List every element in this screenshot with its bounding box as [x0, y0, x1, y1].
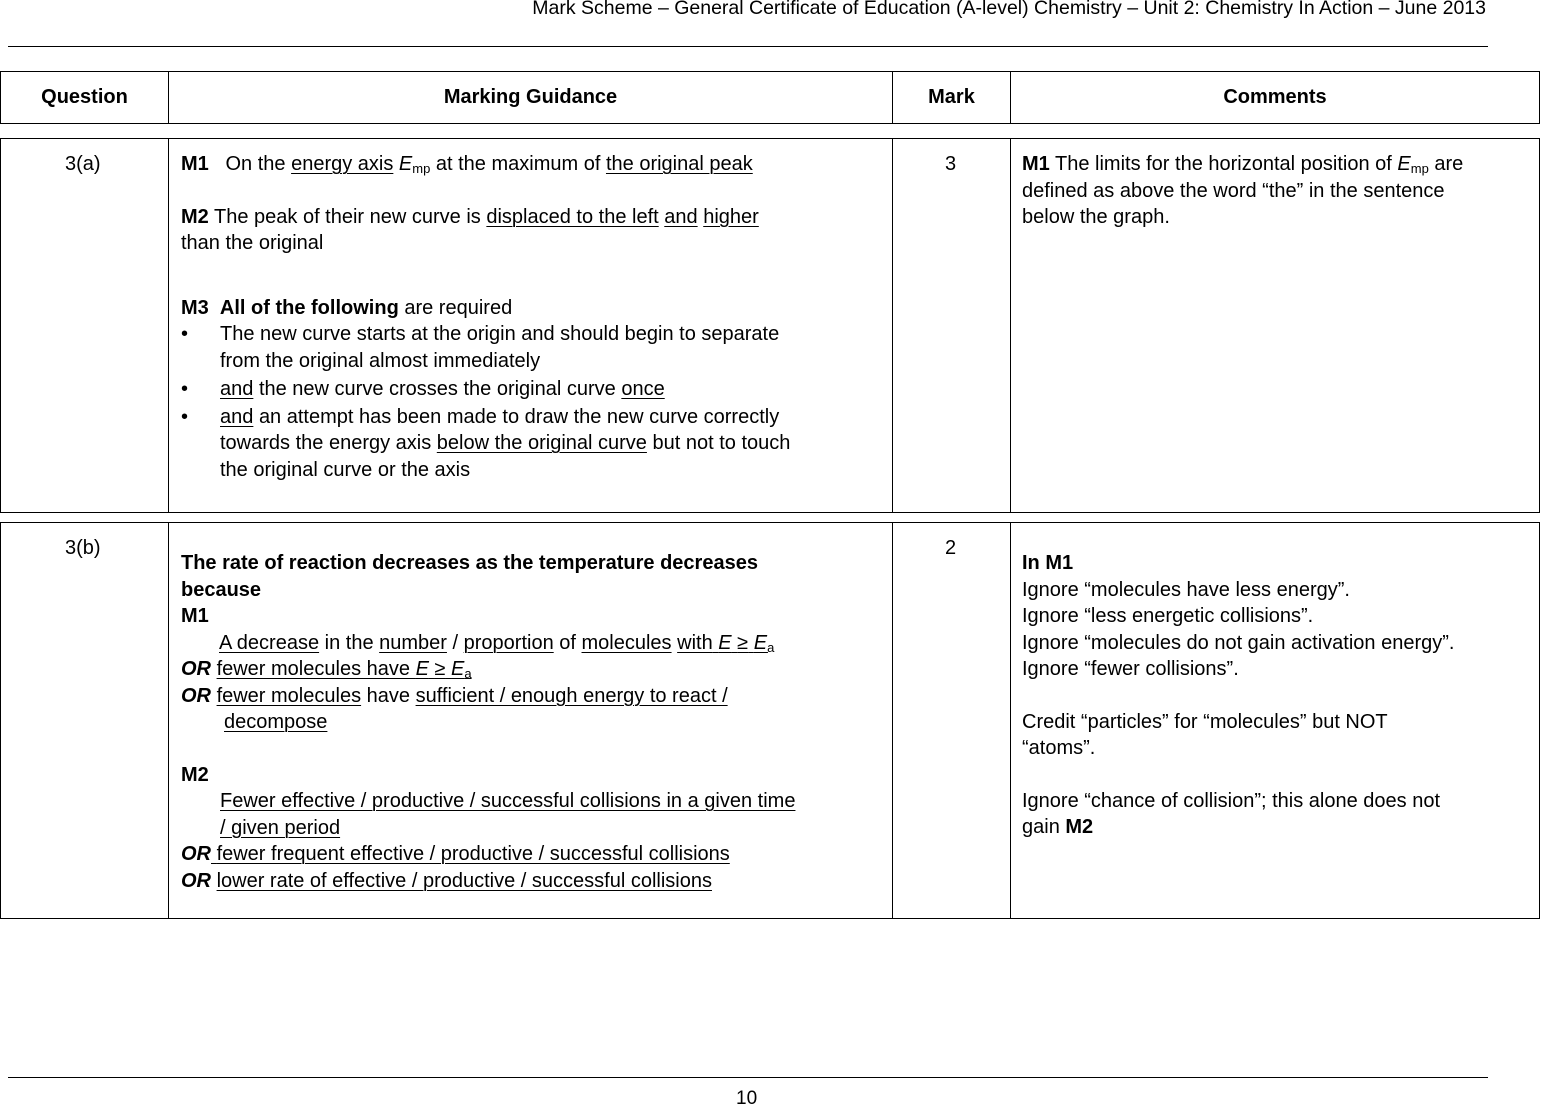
column-divider	[168, 139, 169, 512]
table-header-row	[0, 71, 1540, 124]
column-header-question: Question	[41, 86, 128, 108]
table-row-3a	[0, 138, 1540, 513]
bullet-item: • and the new curve crosses the original curve once	[181, 376, 886, 403]
header-rule	[8, 46, 1488, 47]
guidance-line-m1: M1 On the energy axis $E_{mp}$ at the maximum of the original peak	[181, 153, 753, 176]
marking-guidance-3b: The rate of reaction decreases as the temperature decreases because M1 A decrease in the number / proportion of molecules with $E \ge E_a$ OR fewer molecules have $E \ge E_a$ OR fewer molecules have sufficient / enough energy to react / decompose M2 Fewer effective / productive / successful collisions in a given time / given period OR fewer frequent effective / productive / successful collisions OR lower rate of effective / productive / successful collisions	[181, 552, 796, 892]
question-number: 3(b)	[65, 537, 101, 559]
column-divider	[1010, 139, 1011, 512]
document-header: Mark Scheme – General Certificate of Education (A-level) Chemistry – Unit 2: Chemistry In Action – June 2013	[532, 0, 1486, 19]
table-row-3b	[0, 522, 1540, 919]
marking-guidance-3a	[181, 151, 886, 483]
bullet-icon: •	[181, 405, 189, 428]
mark-value: 3	[945, 153, 957, 175]
bullet-icon: •	[181, 378, 189, 400]
guidance-line-m2: M2 The peak of their new curve is displaced to the left and higher	[181, 205, 759, 228]
question-number: 3(a)	[65, 153, 101, 175]
footer-rule	[8, 1077, 1488, 1078]
guidance-line-m2-cont: than the original	[181, 232, 324, 254]
bullet-item: • and an attempt has been made to draw the new curve correctly towards the energy axis below the original curve but not to touch the original curve or the axis	[181, 405, 791, 481]
column-divider	[892, 139, 893, 512]
column-header-mark: Mark	[928, 86, 975, 108]
comments-3b: In M1 Ignore “molecules have less energy”. Ignore “less energetic collisions”. Ignore “molecules do not gain activation energy”. Ignore “fewer collisions”. Credit “particles” for “molecules” but NOT “atoms”. Ignore “chance of collision”; this alone does not gain M2	[1022, 552, 1455, 838]
column-header-comments: Comments	[1223, 86, 1327, 108]
column-divider	[1010, 523, 1011, 918]
bullet-icon: •	[181, 323, 189, 345]
column-header-marking-guidance: Marking Guidance	[443, 86, 618, 108]
comments-3a: M1 The limits for the horizontal position of $E_{mp}$ are defined as above the word “the” in the sentence below the graph.	[1022, 153, 1464, 228]
mark-value: 2	[945, 537, 957, 559]
column-divider	[168, 523, 169, 918]
page-number: 10	[736, 1088, 758, 1109]
column-divider	[892, 523, 893, 918]
guidance-line-m3: M3 All of the following are required	[181, 296, 513, 319]
bullet-item: • The new curve starts at the origin and should begin to separate from the original almost immediately	[181, 323, 780, 372]
